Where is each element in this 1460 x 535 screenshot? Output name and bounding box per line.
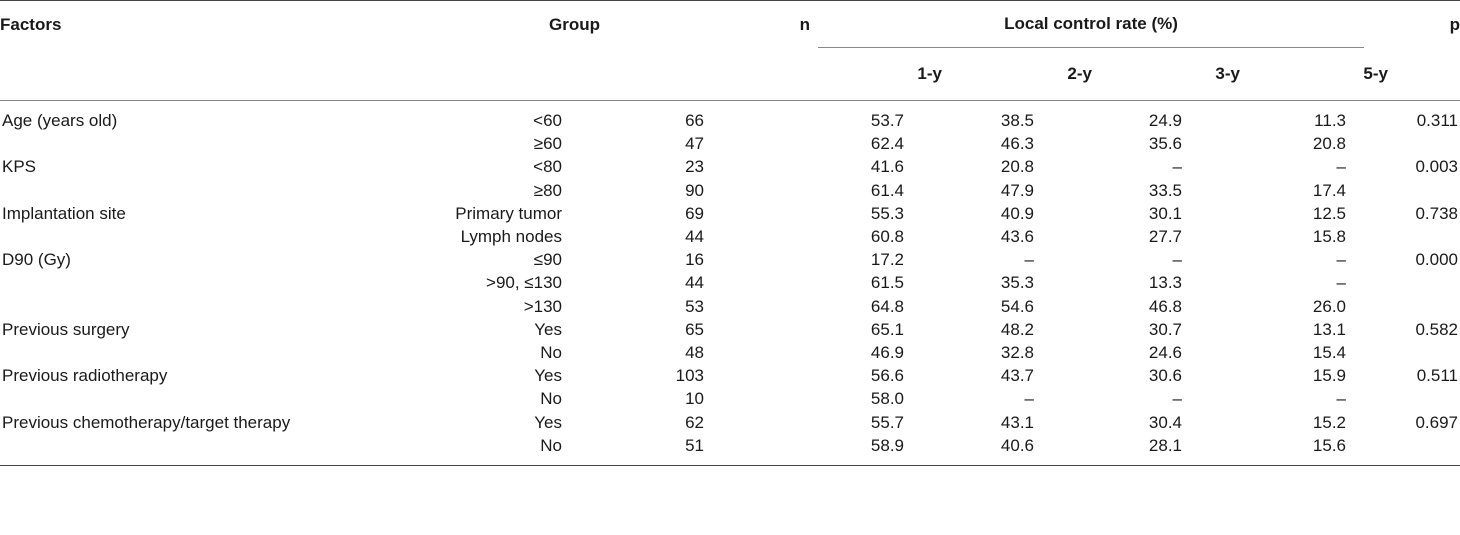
cell-n: 51: [600, 434, 810, 466]
cell-1y: 64.8: [870, 296, 904, 316]
cell-factor: Previous chemotherapy/target therapy: [2, 412, 291, 432]
cell-group: >130: [523, 296, 562, 316]
cell-factor: [0, 434, 400, 466]
cell-p: [1388, 132, 1460, 155]
cell-group: >90, ≤130: [486, 273, 562, 293]
cell-1y: 61.5: [870, 273, 904, 293]
header-row-1: [0, 1, 1460, 49]
cell-n: 90: [685, 180, 704, 200]
cell-5y: –: [1336, 157, 1346, 177]
cell-5y: 26.0: [1312, 296, 1346, 316]
cell-p: 0.738: [1415, 203, 1458, 223]
table-row: [0, 295, 1460, 318]
header-n: n: [600, 1, 810, 49]
cell-1y: 58.0: [870, 389, 904, 409]
cell-1y: 61.4: [870, 180, 904, 200]
cell-factor: [0, 341, 400, 364]
cell-3y: 24.9: [1148, 111, 1182, 130]
header-3y: 3-y: [1092, 48, 1240, 101]
cell-1y: 17.2: [870, 250, 904, 270]
cell-2y: 48.2: [1000, 319, 1034, 339]
cell-n: 47: [685, 134, 704, 154]
cell-n: 10: [685, 389, 704, 409]
header-group: Group: [400, 1, 600, 49]
table-row: [0, 387, 1460, 410]
cell-p: 0.311: [1416, 111, 1458, 130]
cell-group: No: [540, 343, 562, 363]
cell-2y: 32.8: [1000, 343, 1034, 363]
cell-5y: 17.4: [1312, 180, 1346, 200]
cell-n: 44: [685, 273, 704, 293]
cell-5y: 12.5: [1312, 203, 1346, 223]
cell-2y: 43.1: [1000, 412, 1034, 432]
cell-factor: Implantation site: [2, 203, 126, 223]
header-blank-n: [600, 48, 810, 101]
cell-p: 0.000: [1415, 250, 1458, 270]
cell-factor: Age (years old): [2, 111, 118, 130]
cell-group: ≤90: [533, 250, 562, 270]
cell-2y: 40.9: [1000, 203, 1034, 223]
cell-3y: 13.3: [1148, 273, 1182, 293]
header-local-control-rate-label: Local control rate (%): [818, 1, 1364, 48]
cell-p: [1388, 225, 1460, 248]
cell-3y: 30.4: [1148, 412, 1182, 432]
cell-p: 0.697: [1415, 412, 1458, 432]
cell-factor: Previous radiotherapy: [2, 366, 168, 386]
cell-1y: 41.6: [870, 157, 904, 177]
table-body: [0, 101, 1460, 466]
cell-p: 0.003: [1415, 157, 1458, 177]
cell-p: 0.582: [1415, 319, 1458, 339]
cell-3y: 27.7: [1148, 227, 1182, 247]
cell-p: [1388, 179, 1460, 202]
table-row: [0, 341, 1460, 364]
cell-1y: 56.6: [870, 366, 904, 386]
cell-factor: [0, 295, 400, 318]
cell-3y: –: [1172, 157, 1182, 177]
cell-2y: –: [1024, 389, 1034, 409]
cell-n: 48: [685, 343, 704, 363]
cell-3y: 35.6: [1148, 134, 1182, 154]
cell-factor: Previous surgery: [2, 319, 130, 339]
cell-n: 103: [675, 366, 704, 386]
cell-n: 66: [685, 111, 704, 130]
cell-factor: KPS: [2, 157, 37, 177]
cell-1y: 65.1: [870, 319, 904, 339]
header-blank-factors: [0, 48, 400, 101]
cell-3y: –: [1172, 250, 1182, 270]
table-row: [0, 225, 1460, 248]
cell-n: 23: [685, 157, 704, 177]
cell-group: No: [540, 389, 562, 409]
cell-2y: 46.3: [1000, 134, 1034, 154]
cell-group: ≥60: [533, 134, 562, 154]
cell-factor: [0, 271, 400, 294]
cell-3y: 28.1: [1092, 434, 1240, 466]
cell-5y: –: [1336, 250, 1346, 270]
cell-p: [1388, 271, 1460, 294]
cell-2y: 43.7: [1000, 366, 1034, 386]
table-row: [0, 271, 1460, 294]
cell-p: [1388, 295, 1460, 318]
table-row: [0, 179, 1460, 202]
cell-group: No: [400, 434, 600, 466]
cell-group: <60: [533, 111, 562, 130]
cell-1y: 60.8: [870, 227, 904, 247]
cell-5y: 20.8: [1312, 134, 1346, 154]
cell-3y: 46.8: [1148, 296, 1182, 316]
cell-5y: 11.3: [1314, 111, 1346, 130]
cell-factor: [0, 132, 400, 155]
cell-3y: 33.5: [1148, 180, 1182, 200]
cell-group: Primary tumor: [455, 203, 562, 223]
cell-factor: [0, 179, 400, 202]
header-row-2: [0, 48, 1460, 101]
cell-2y: –: [1024, 250, 1034, 270]
cell-1y: 55.3: [870, 203, 904, 223]
table-row: [0, 318, 1460, 341]
cell-1y: 55.7: [870, 412, 904, 432]
cell-n: 69: [685, 203, 704, 223]
table-row: [0, 101, 1460, 133]
cell-group: <80: [533, 157, 562, 177]
cell-2y: 54.6: [1000, 296, 1034, 316]
cell-group: ≥80: [533, 180, 562, 200]
header-blank-group: [400, 48, 600, 101]
cell-5y: 15.9: [1312, 366, 1346, 386]
cell-2y: 20.8: [1000, 157, 1034, 177]
cell-2y: 38.5: [1000, 111, 1034, 130]
header-blank-p: [1388, 48, 1460, 101]
cell-p: [1388, 341, 1460, 364]
cell-group: Yes: [534, 366, 562, 386]
cell-p: 0.511: [1416, 366, 1458, 386]
cell-5y: 13.1: [1312, 319, 1346, 339]
cell-group: Yes: [534, 319, 562, 339]
cell-1y: 58.9: [810, 434, 942, 466]
cell-factor: [0, 225, 400, 248]
table-row: [0, 155, 1460, 178]
cell-5y: 15.4: [1312, 343, 1346, 363]
cell-n: 65: [685, 319, 704, 339]
table-row: [0, 411, 1460, 434]
cell-group: Lymph nodes: [460, 227, 562, 247]
cell-3y: 30.6: [1148, 366, 1182, 386]
cell-2y: 40.6: [942, 434, 1092, 466]
cell-n: 44: [685, 227, 704, 247]
cell-3y: 30.1: [1148, 203, 1182, 223]
cell-group: Yes: [534, 412, 562, 432]
cell-5y: –: [1336, 389, 1346, 409]
cell-2y: 35.3: [1000, 273, 1034, 293]
table-row: [0, 434, 1460, 466]
cell-1y: 46.9: [870, 343, 904, 363]
cell-3y: 24.6: [1148, 343, 1182, 363]
cell-p: [1388, 434, 1460, 466]
header-p: p: [1388, 1, 1460, 49]
cell-1y: 53.7: [870, 111, 904, 130]
header-factors: Factors: [0, 1, 400, 49]
table-row: [0, 202, 1460, 225]
cell-factor: [0, 387, 400, 410]
cell-n: 16: [685, 250, 704, 270]
table-row: [0, 364, 1460, 387]
header-local-control-rate: [810, 1, 1388, 49]
table-row: [0, 132, 1460, 155]
cell-3y: 30.7: [1148, 319, 1182, 339]
table-row: [0, 248, 1460, 271]
cell-factor: D90 (Gy): [2, 250, 71, 270]
header-2y: 2-y: [942, 48, 1092, 101]
cell-5y: 15.6: [1240, 434, 1388, 466]
cell-2y: 47.9: [1000, 180, 1034, 200]
cell-p: [1388, 387, 1460, 410]
cell-n: 53: [685, 296, 704, 316]
cell-3y: –: [1172, 389, 1182, 409]
cell-5y: 15.8: [1312, 227, 1346, 247]
cell-5y: –: [1336, 273, 1346, 293]
header-5y: 5-y: [1240, 48, 1388, 101]
cell-5y: 15.2: [1312, 412, 1346, 432]
cell-n: 62: [685, 412, 704, 432]
cell-2y: 43.6: [1000, 227, 1034, 247]
cell-1y: 62.4: [870, 134, 904, 154]
header-1y: 1-y: [810, 48, 942, 101]
